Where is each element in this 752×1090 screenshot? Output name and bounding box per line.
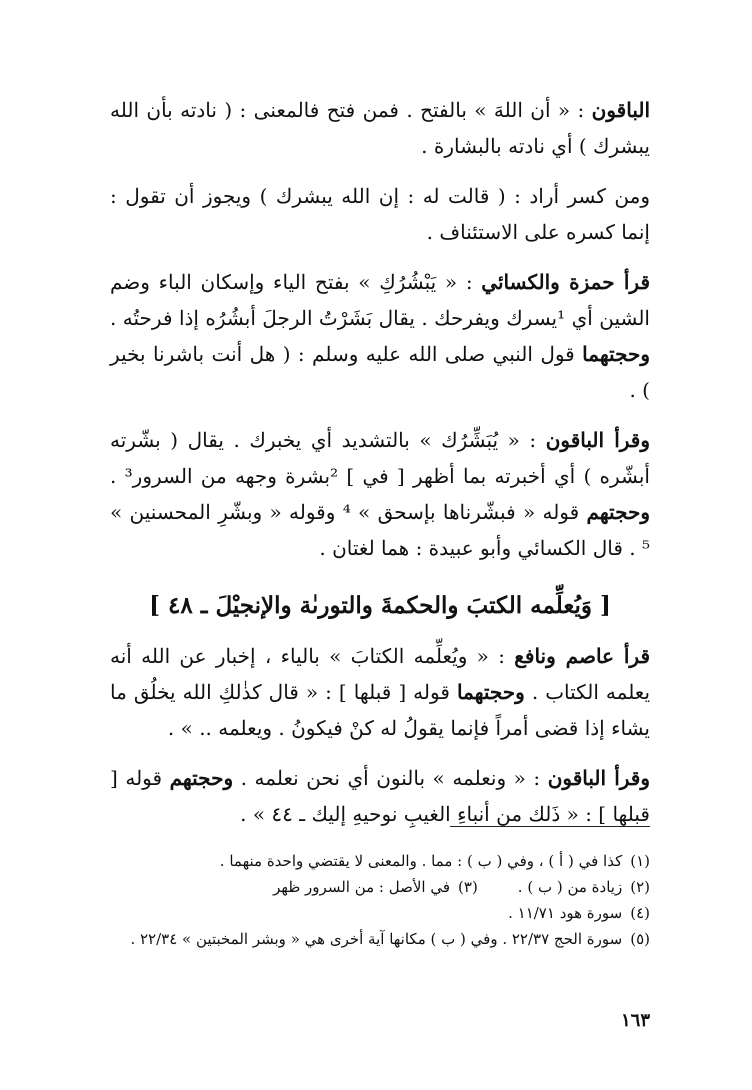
proof-label: وحجتهما (456, 680, 525, 704)
footnote-2 (110, 874, 650, 900)
footnote-text: كذا في ( أ ) ، وفي ( ب ) : مما . والمعنى لا يقتضي واحدة منهما . (219, 852, 623, 870)
paragraph-4 (110, 422, 650, 566)
footnote-divider (450, 826, 650, 827)
reader-label: الباقون (591, 98, 650, 122)
page-number: ١٦٣ (620, 1010, 650, 1031)
paragraph-text: : « يُبَشِّرُك » بالتشديد أي يخبرك . يقال ( بشّرته أبشّره ) أي أخبرته بما أظهر [ في ] ²بشرة وجهه من السرور³ . (110, 428, 650, 488)
footnote-number: (٤) (630, 904, 650, 922)
paragraph-text: قوله [ قبلها ] : « قال كذٰلكِ الله يخلُق ما يشاء إذا قضى أمراً فإنما يقولُ له كنْ فيكونُ . ويعلمه .. » . (110, 680, 650, 740)
footnote-1 (110, 848, 650, 874)
paragraph-3 (110, 264, 650, 408)
paragraph-text: : « ونعلمه » بالنون أي نحن نعلمه . (240, 766, 541, 790)
paragraph-text: قوله « فبشّرناها بإسحق » ⁴ وقوله « وبشّرِ المحسنين » ⁵ . قال الكسائي وأبو عبيدة : هما لغتان . (110, 500, 650, 560)
verse-heading: [ وَيُعلِّمه الكتبَ والحكمةَ والتورىٰة والإنجيْلَ ـ ٤٨ ] (149, 592, 611, 619)
paragraph-text: : « ويُعلِّمه الكتابَ » بالياء ، إخبار عن الله أنه يعلمه الكتاب . (110, 644, 651, 704)
reader-label: قرأ عاصم ونافع (514, 644, 651, 668)
paragraph-1 (110, 92, 650, 164)
proof-label: وحجتهم (586, 500, 651, 524)
footnote-text: سورة الحج ٢٢/٣٧ . وفي ( ب ) مكانها آية أخرى هي « وبشر المخبتين » ٢٢/٣٤ . (130, 930, 623, 948)
footnote-number: (١) (630, 852, 650, 870)
paragraph-text: : « أن اللهَ » بالفتح . فمن فتح فالمعنى : ( نادته بأن الله يبشرك ) أي نادته بالبشارة . (110, 98, 650, 158)
footnote-5 (110, 926, 650, 952)
footnote-text: في الأصل : من السرور ظهر (273, 878, 451, 896)
paragraph-6 (110, 760, 650, 832)
reader-label: وقرأ الباقون (547, 766, 651, 790)
paragraph-text: ومن كسر أراد : ( قالت له : إن الله يبشرك ) ويجوز أن تقول : إنما كسره على الاستئناف . (110, 184, 650, 244)
footnote-number: (٥) (630, 930, 650, 948)
reader-label: وقرأ الباقون (545, 428, 651, 452)
paragraph-text: قوله [ قبلها ] : « ذَلك من أنباءِ الغيبِ نوحيهِ إليك ـ ٤٤ » . (110, 766, 650, 826)
footnote-number: (٢) (630, 878, 650, 896)
footnote-number: (٣) (458, 878, 478, 896)
paragraph-2 (110, 178, 650, 250)
paragraph-text: : « يَبْشُرُكِ » بفتح الياء وإسكان الباء وضم الشين أي ¹يسرك ويفرحك . يقال بَشَرْتُ الرجلَ أبشُرُه إذا فرحتُه . (110, 270, 650, 330)
footnote-4 (110, 900, 650, 926)
page-body (110, 92, 650, 832)
footnote-text: سورة هود ١١/٧١ . (508, 904, 623, 922)
paragraph-5 (110, 638, 650, 746)
reader-label: قرأ حمزة والكسائي (481, 270, 651, 294)
footnote-text: زيادة من ( ب ) . (517, 878, 623, 896)
proof-label: وحجتهما (582, 342, 650, 366)
proof-label: وحجتهم (169, 766, 234, 790)
paragraph-text: قول النبي صلى الله عليه وسلم : ( هل أنت باشرنا بخير ) . (110, 342, 650, 402)
footnotes (110, 848, 650, 952)
